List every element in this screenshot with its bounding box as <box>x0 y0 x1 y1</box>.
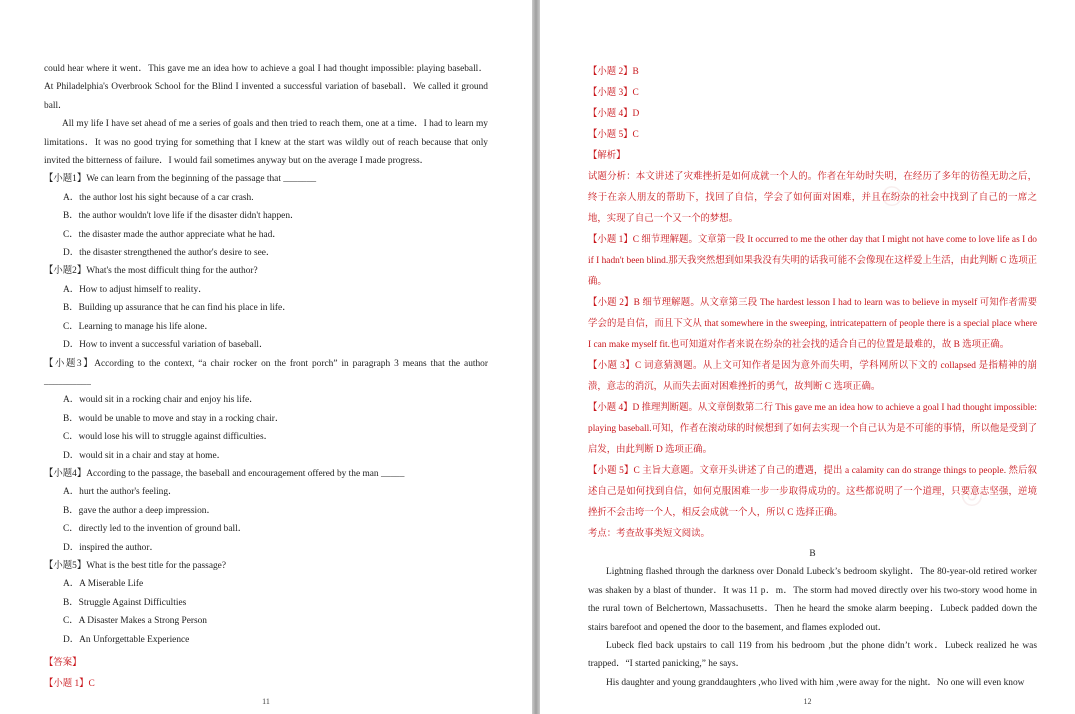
analysis-paragraph: 【小题 2】B 细节理解题。从文章第三段 The hardest lesson I had to learn was to believe in myself 可知作者需要学会的是自信，而且下文从 that somewhere in the sweeping, intricatepattern of people there is a special place where I can make myself fit.也可知道对作者来说在纷杂的社会找的适合自己的位置是最难的，故 B 选项正确。 <box>588 298 1037 350</box>
option: D．the disaster strengthened the author's desire to see． <box>63 248 276 259</box>
option: B．the author wouldn't love life if the disaster didn't happen． <box>63 211 300 222</box>
left-page <box>0 0 532 714</box>
option: A．How to adjust himself to reality． <box>63 284 208 295</box>
answer-label: 【答案】 <box>44 658 82 668</box>
option: A．A Miserable Life <box>63 579 144 590</box>
option: C．A Disaster Makes a Strong Person <box>63 616 207 627</box>
analysis-label: 【解析】 <box>588 151 626 161</box>
option: D．How to invent a successful variation of baseball． <box>63 340 269 351</box>
answer-item: 【小题 5】C <box>588 130 639 140</box>
option: D．An Unforgettable Experience <box>63 634 190 645</box>
question-3 <box>44 355 488 465</box>
option: A．the author lost his sight because of a car crash. <box>63 192 254 203</box>
answer-item: 【小题 2】B <box>588 67 639 77</box>
watermark-mark: ◎ <box>874 176 909 214</box>
option: C．would lose his will to struggle against difficulties． <box>63 432 273 443</box>
left-page-content <box>44 60 488 695</box>
option: A．hurt the author's feeling． <box>63 487 178 498</box>
passage-paragraph: His daughter and young granddaughters ,who lived with him ,were away for the night．No one will even know <box>606 677 1025 688</box>
option: C．the disaster made the author appreciate what he had． <box>63 229 282 240</box>
watermark-mark: ◎ <box>954 476 989 514</box>
page-number: 11 <box>262 697 270 706</box>
option: B．gave the author a deep impression． <box>63 505 216 516</box>
question-1 <box>44 170 488 262</box>
option: A．would sit in a rocking chair and enjoy his life． <box>63 395 259 406</box>
option: C．Learning to manage his life alone． <box>63 321 214 332</box>
analysis-paragraph: 【小题 5】C 主旨大意题。文章开头讲述了自己的遭遇，提出 a calamity can do strange things to people. 然后叙述自己是如何找到自信，如何克服困难一步一步取得成功的。这些都说明了一个道理，只要意志坚强，逆境挫折不会击垮一个人，相反会成就一个人，所以 C 选择正确。 <box>588 466 1037 518</box>
analysis-paragraph: 【小题 1】C 细节理解题。文章第一段 It occurred to me the other day that I might not have come to love life as I do if I hadn't been blind.那天我突然想到如果我没有失明的话我可能不会像现在这样爱上生活，由此判断 C 选项正确。 <box>588 235 1037 287</box>
question-stem: 【小题2】What's the most difficult thing for the author? <box>44 266 258 277</box>
exam-point: 考点：考查故事类短文阅读。 <box>588 529 710 539</box>
answer-item: 【小题 1】C <box>44 679 95 689</box>
question-2 <box>44 262 488 354</box>
passage-paragraph: Lightning flashed through the darkness over Donald Lubeck’s bedroom skylight．The 80-year-old retired worker was shaken by a blast of thunder．It was 11 p．m．The storm had moved directly over his two-story wood home in the rural town of Belchertown, Massachusetts．Then he heard the smoke alarm beeping．Lubeck padded down the stairs barefoot and opened the door to the basement, and flames exploded out． <box>588 567 1037 633</box>
passage-paragraph: Lubeck fled back upstairs to call 119 from his bedroom ,but the phone didn’t work．Lubeck realized he was trapped．“I started panicking,” he says． <box>588 641 1037 670</box>
page-gutter <box>532 0 540 714</box>
question-5 <box>44 557 488 649</box>
passage-paragraph: All my life I have set ahead of me a series of goals and then tried to reach them, one at a time．I had to learn my limitations．It was no good trying for something that I knew at the start was wildly out of reach because that only invited the bitterness of failure．I would fail sometimes anyway but on the average I made progress． <box>44 119 488 167</box>
question-stem: 【小题4】According to the passage, the baseball and encouragement offered by the man _____ <box>44 468 405 479</box>
option: B．Struggle Against Difficulties <box>63 597 187 608</box>
analysis-paragraph: 试题分析：本文讲述了灾难挫折是如何成就一个人的。作者在年幼时失明，在经历了多年的彷徨无助之后，终于在亲人朋友的帮助下，找回了自信，学会了如何面对困难，并且在纷杂的社会中找到了自己的一席之地，实现了自己一个又一个的梦想。 <box>588 172 1037 224</box>
question-stem: 【小题5】What is the best title for the passage? <box>44 560 226 571</box>
passage-paragraph: could hear where it went．This gave me an idea how to achieve a goal I had thought impossible: playing baseball．At Philadelphia's Overbrook School for the Blind I invented a successful variation of baseball．We called it ground ball． <box>44 64 488 111</box>
answer-item: 【小题 4】D <box>588 109 640 119</box>
right-page-content <box>588 62 1037 692</box>
question-stem: 【小题3】According to the context, “a chair rocker on the front porch” in paragraph 3 means that the author __________ <box>44 358 488 387</box>
option: D．inspired the author． <box>63 542 159 553</box>
answer-item: 【小题 3】C <box>588 88 639 98</box>
page-number: 12 <box>803 697 812 706</box>
question-4 <box>44 465 488 557</box>
option: B．would be unable to move and stay in a rocking chair． <box>63 413 285 424</box>
analysis-paragraph: 【小题 4】D 推理判断题。从文章倒数第二行 This gave me an idea how to achieve a goal I had thought impossible: playing baseball.可知，作者在滚动球的时候想到了如何去实现一个自己认为是不可能的事情，所以他是受到了启发，由此判断 D 选项正确。 <box>588 403 1037 455</box>
question-stem: 【小题1】We can learn from the beginning of the passage that _______ <box>44 174 317 185</box>
option: D．would sit in a chair and stay at home． <box>63 450 226 461</box>
analysis-paragraph: 【小题 3】C 词意猜测题。从上文可知作者是因为意外而失明，学科网所以下文的 collapsed 是指精神的崩溃，意志的消沉，从而失去面对困难挫折的勇气，故判断 C 选项正确。 <box>588 361 1037 392</box>
option: C．directly led to the invention of ground ball． <box>63 524 248 535</box>
option: B．Building up assurance that he can find his place in life． <box>63 303 292 314</box>
right-page <box>540 0 1075 714</box>
section-letter: B <box>809 549 816 559</box>
